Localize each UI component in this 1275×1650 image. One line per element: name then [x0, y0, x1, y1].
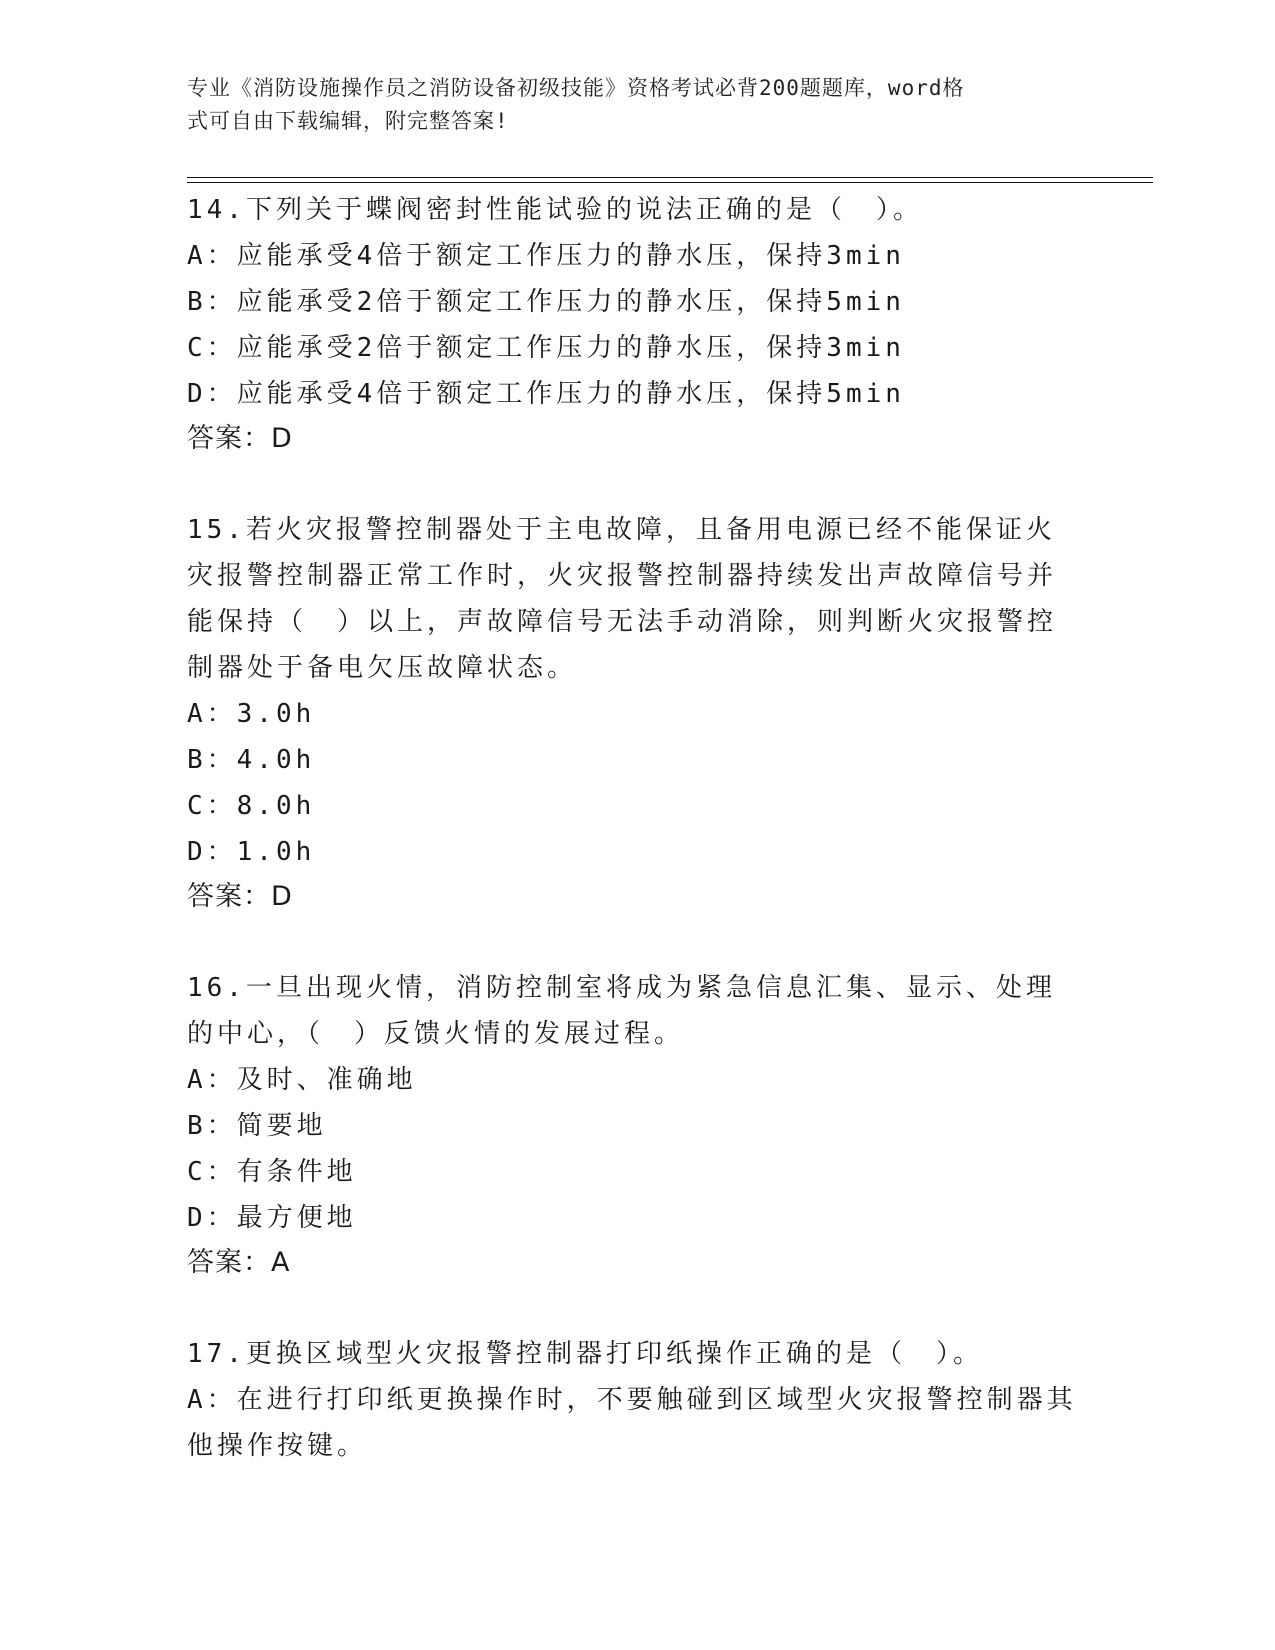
option-a: A：及时、准确地	[187, 1065, 417, 1095]
question-spacer	[187, 461, 1087, 507]
question-text: 16.一旦出现火情，消防控制室将成为紧急信息汇集、显示、处理的中心，（ ）反馈火情的发展过程。	[187, 973, 1056, 1049]
option-c: C：应能承受2倍于额定工作压力的静水压，保持3min	[187, 333, 905, 363]
option-d: D：最方便地	[187, 1203, 357, 1233]
question-17	[187, 1331, 1087, 1469]
question-text: 14.下列关于蝶阀密封性能试验的说法正确的是（ ）。	[187, 195, 923, 225]
document-header	[187, 72, 1087, 138]
header-line-1: 专业《消防设施操作员之消防设备初级技能》资格考试必背200题题库，word格	[187, 76, 965, 100]
option-b: B：应能承受2倍于额定工作压力的静水压，保持5min	[187, 287, 905, 317]
header-line-2: 式可自由下载编辑，附完整答案!	[187, 109, 509, 133]
option-c: C：有条件地	[187, 1157, 357, 1187]
option-c: C：8.0h	[187, 791, 316, 821]
question-14	[187, 187, 1087, 461]
option-a: A：3.0h	[187, 699, 316, 729]
question-text: 17.更换区域型火灾报警控制器打印纸操作正确的是（ ）。	[187, 1339, 983, 1369]
answer-line: 答案：A	[187, 1247, 291, 1278]
question-list	[187, 187, 1087, 1469]
option-b: B：简要地	[187, 1111, 327, 1141]
question-spacer	[187, 919, 1087, 965]
option-a: A：在进行打印纸更换操作时，不要触碰到区域型火灾报警控制器其他操作按键。	[187, 1385, 1077, 1461]
header-rule-bottom	[187, 182, 1153, 183]
option-b: B：4.0h	[187, 745, 316, 775]
question-text: 15.若火灾报警控制器处于主电故障，且备用电源已经不能保证火灾报警控制器正常工作时，火灾报警控制器持续发出声故障信号并能保持（ ）以上，声故障信号无法手动消除，则判断火灾报警控制器处于备电欠压故障状态。	[187, 515, 1058, 683]
question-spacer	[187, 1285, 1087, 1331]
option-d: D：1.0h	[187, 837, 316, 867]
answer-line: 答案：D	[187, 881, 293, 912]
header-rule-top	[187, 177, 1153, 178]
option-a: A：应能承受4倍于额定工作压力的静水压，保持3min	[187, 241, 905, 271]
option-d: D：应能承受4倍于额定工作压力的静水压，保持5min	[187, 379, 905, 409]
question-16	[187, 965, 1087, 1285]
question-15	[187, 507, 1087, 919]
answer-line: 答案：D	[187, 423, 293, 454]
